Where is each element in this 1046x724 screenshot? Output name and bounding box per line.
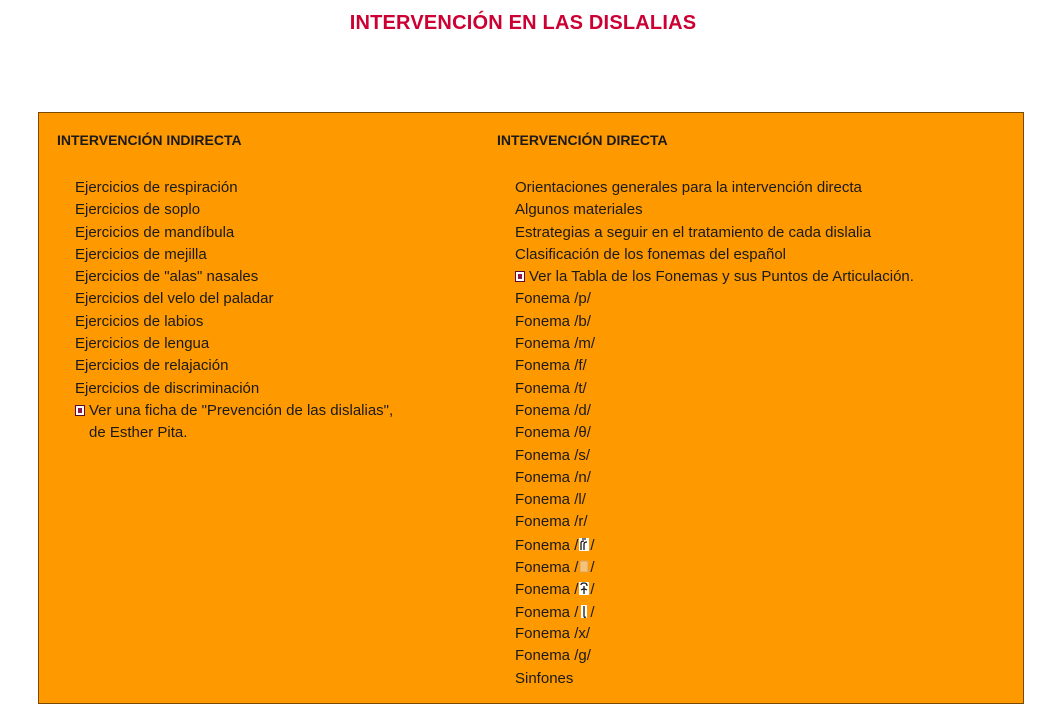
link-lengua[interactable]: Ejercicios de lengua xyxy=(75,335,210,353)
link-fonema-p[interactable]: Fonema /p/ xyxy=(515,290,591,308)
fonema-prefix: Fonema / xyxy=(515,581,579,599)
link-fonema-m[interactable]: Fonema /m/ xyxy=(515,335,596,353)
fonema-suffix: / xyxy=(590,559,595,577)
link-tabla-fonemas[interactable] xyxy=(515,266,914,288)
missing-glyph-box-icon xyxy=(578,558,590,574)
tabla-link-label[interactable]: Ver la Tabla de los Fonemas y sus Puntos de Articulación. xyxy=(529,268,914,286)
document-icon xyxy=(75,405,85,416)
link-fonema-s[interactable]: Fonema /s/ xyxy=(515,446,591,464)
rr-phoneme-glyph-icon xyxy=(578,536,590,552)
link-fonema-theta[interactable]: Fonema /θ/ xyxy=(515,424,591,442)
link-orientaciones[interactable]: Orientaciones generales para la intervención directa xyxy=(515,179,862,196)
fonema-suffix: / xyxy=(590,581,595,599)
link-fonema-n[interactable]: Fonema /n/ xyxy=(515,468,591,486)
link-labios[interactable]: Ejercicios de labios xyxy=(75,312,204,330)
link-sinfones[interactable]: Sinfones xyxy=(515,669,574,687)
link-fonema-glyph-2[interactable] xyxy=(515,556,914,578)
link-fonema-x[interactable]: Fonema /x/ xyxy=(515,624,591,642)
fonema-suffix: / xyxy=(590,536,595,554)
link-fonema-l[interactable]: Fonema /l/ xyxy=(515,491,586,509)
link-soplo[interactable]: Ejercicios de soplo xyxy=(75,201,201,219)
ll-phoneme-glyph-icon xyxy=(578,603,590,619)
fonema-prefix: Fonema / xyxy=(515,536,579,554)
link-materiales[interactable]: Algunos materiales xyxy=(515,201,643,219)
indirect-list xyxy=(75,177,393,445)
link-fonema-d[interactable]: Fonema /d/ xyxy=(515,401,591,419)
link-ficha-prevencion[interactable] xyxy=(75,400,393,422)
link-fonema-t[interactable]: Fonema /t/ xyxy=(515,379,587,397)
link-estrategias[interactable]: Estrategias a seguir en el tratamiento de cada dislalia xyxy=(515,223,872,241)
link-fonema-f[interactable]: Fonema /f/ xyxy=(515,357,587,375)
link-fonema-g[interactable]: Fonema /g/ xyxy=(515,647,591,665)
link-fonema-glyph-4[interactable] xyxy=(515,601,914,623)
content-panel xyxy=(38,112,1024,704)
ch-phoneme-glyph-icon xyxy=(578,580,590,596)
link-ficha-prevencion-cont[interactable] xyxy=(75,422,393,444)
link-mandibula[interactable]: Ejercicios de mandíbula xyxy=(75,223,235,241)
link-mejilla[interactable]: Ejercicios de mejilla xyxy=(75,245,207,263)
indirect-heading: INTERVENCIÓN INDIRECTA xyxy=(57,132,242,148)
link-velo-paladar[interactable]: Ejercicios del velo del paladar xyxy=(75,290,274,308)
link-discriminacion[interactable]: Ejercicios de discriminación xyxy=(75,379,260,397)
link-fonema-b[interactable]: Fonema /b/ xyxy=(515,312,591,330)
direct-heading: INTERVENCIÓN DIRECTA xyxy=(497,132,668,148)
link-clasificacion[interactable]: Clasificación de los fonemas del español xyxy=(515,245,786,263)
link-relajacion[interactable]: Ejercicios de relajación xyxy=(75,357,229,375)
document-icon xyxy=(515,271,525,282)
ficha-link-line1[interactable]: Ver una ficha de "Prevención de las dislalias", xyxy=(89,401,394,419)
link-fonema-glyph-1[interactable] xyxy=(515,534,914,556)
link-respiracion[interactable]: Ejercicios de respiración xyxy=(75,179,238,196)
link-fonema-r[interactable]: Fonema /r/ xyxy=(515,513,588,531)
fonema-prefix: Fonema / xyxy=(515,603,579,621)
direct-list xyxy=(515,177,914,690)
page-title: INTERVENCIÓN EN LAS DISLALIAS xyxy=(349,12,697,34)
ficha-link-line2[interactable]: de Esther Pita. xyxy=(89,424,188,442)
link-fonema-glyph-3[interactable] xyxy=(515,578,914,600)
fonema-prefix: Fonema / xyxy=(515,559,579,577)
link-alas-nasales[interactable]: Ejercicios de "alas" nasales xyxy=(75,268,259,286)
fonema-suffix: / xyxy=(590,603,595,621)
